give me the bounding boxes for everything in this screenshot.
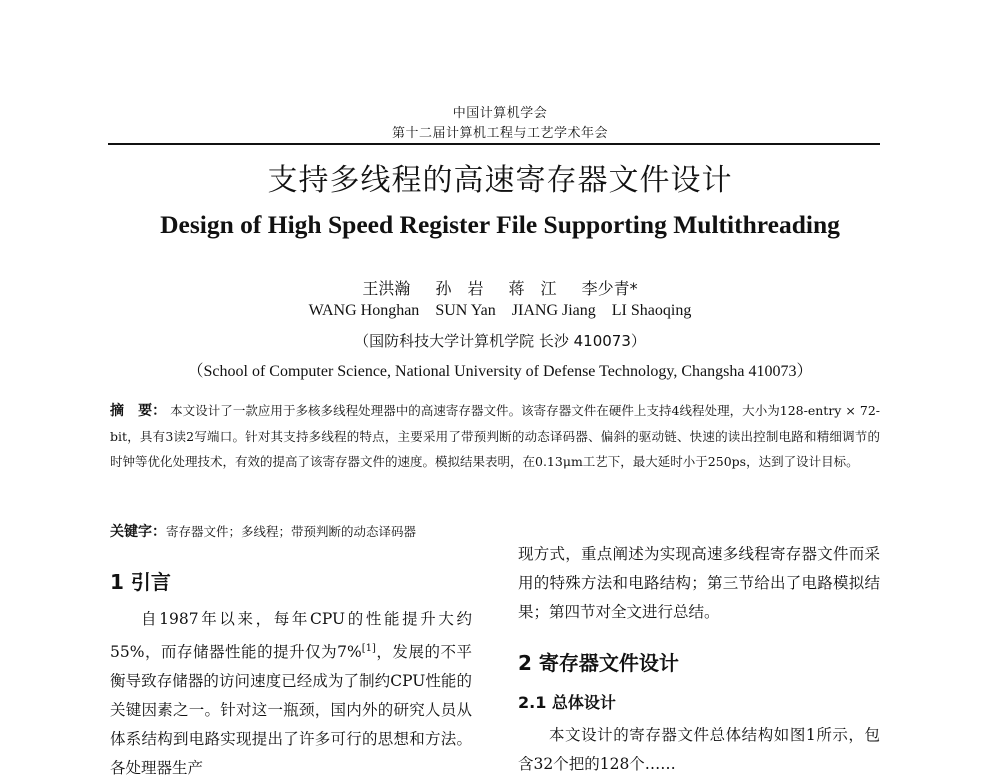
author-en: SUN Yan — [435, 302, 496, 319]
abstract-text: 本文设计了一款应用于多核多线程处理器中的高速寄存器文件。该寄存器文件在硬件上支持4线程处理，大小为128-entry × 72-bit，具有3读2写端口。针对其支持多线程的特点，主要采用了带预判断的动态译码器、偏斜的驱动链、快速的读出控制电路和精细调节的时钟等优化处理技术，有效的提高了该寄存器文件的速度。模拟结果表明，在0.13μm工艺下，最大延时小于250ps，达到了设计目标。 — [110, 403, 880, 469]
author-en: LI Shaoqing — [611, 302, 692, 319]
author-en: WANG Honghan — [308, 302, 420, 319]
author-cn: 王洪瀚 — [362, 279, 411, 298]
section-2-heading: 2 寄存器文件设计 — [518, 651, 679, 675]
abstract — [110, 398, 880, 474]
author-cn: 孙 岩 — [435, 279, 484, 298]
section-1-paragraph: 自1987年以来，每年CPU的性能提升大约55%，而存储器性能的提升仅为7%[1]，发展的不平衡导致存储器的访问速度已经成为了制约CPU性能的关键因素之一。针对这一瓶颈，国内外的研究人员从体系结构到电路实现提出了许多可行的思想和方法。各处理器生产 — [110, 610, 472, 778]
citation: [1] — [361, 643, 376, 654]
author-cn: 蒋 江 — [508, 279, 557, 298]
left-column — [110, 540, 472, 783]
affiliation-chinese: （国防科技大学计算机学院 长沙 410073） — [354, 332, 646, 350]
author-en: JIANG Jiang — [511, 302, 596, 319]
keywords-text: 寄存器文件；多线程；带预判断的动态译码器 — [166, 524, 417, 539]
conference-session: 第十二届计算机工程与工艺学术年会 — [391, 126, 608, 141]
title-english: Design of High Speed Register File Supporting Multithreading — [160, 210, 840, 239]
keywords — [110, 521, 880, 541]
abstract-label: 摘 要： — [110, 403, 167, 419]
keywords-label: 关键字： — [110, 524, 166, 540]
title-chinese: 支持多线程的高速寄存器文件设计 — [267, 163, 733, 198]
section-2-1-heading: 2.1 总体设计 — [518, 693, 616, 712]
section-2-1-paragraph: 本文设计的寄存器文件总体结构如图1所示，包含32个把的128个…… — [518, 726, 880, 773]
section-1-heading: 1 引言 — [110, 570, 171, 594]
conference-name: 中国计算机学会 — [452, 106, 548, 121]
right-column — [518, 540, 880, 779]
header-rule — [108, 143, 880, 145]
intro-continuation: 现方式，重点阐述为实现高速多线程寄存器文件而采用的特殊方法和电路结构；第三节给出了电路模拟结果；第四节对全文进行总结。 — [518, 545, 880, 621]
author-cn: 李少青* — [581, 279, 638, 298]
authors-english — [0, 302, 1000, 320]
affiliation-english: （School of Computer Science, National University of Defense Technology, Changsha 410073） — [187, 363, 813, 380]
authors-chinese — [0, 276, 1000, 299]
